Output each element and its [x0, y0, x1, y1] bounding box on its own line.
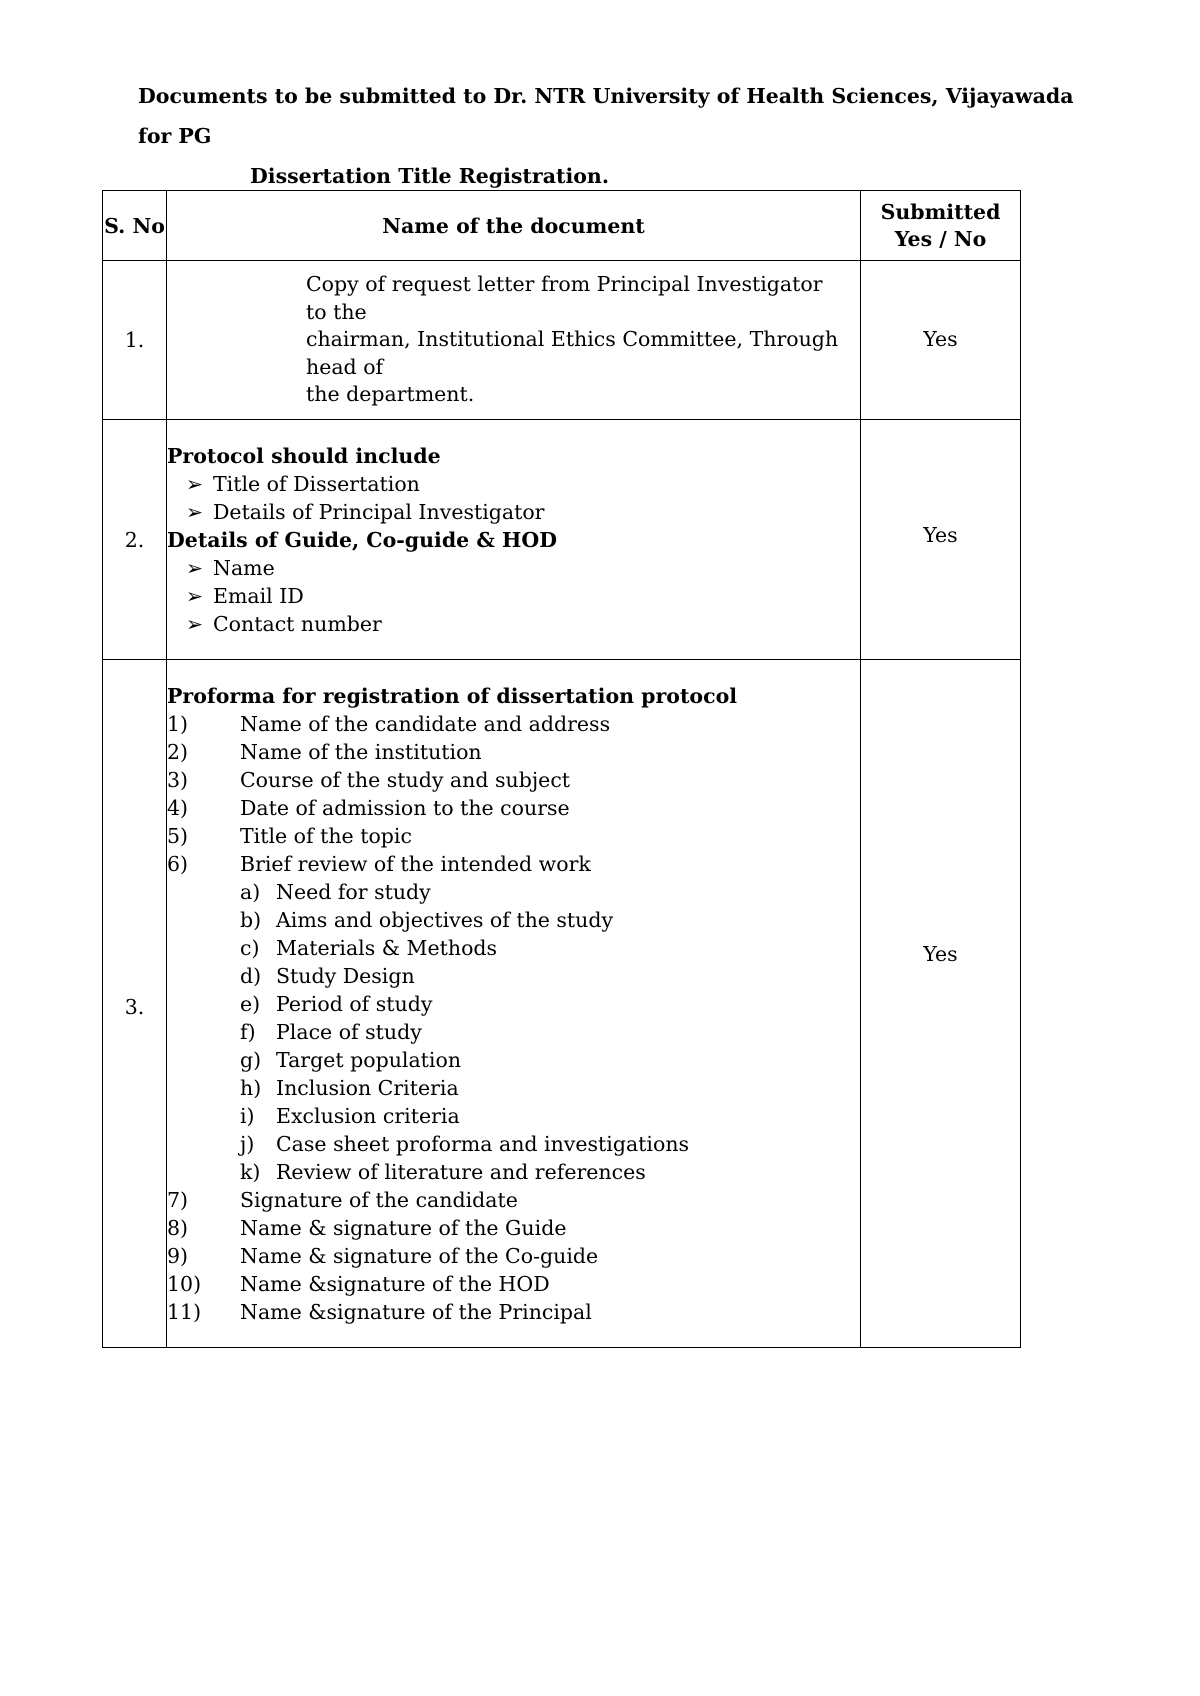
sub-list-item — [167, 990, 860, 1018]
row-text-line: the department. — [306, 382, 475, 407]
sub-list-item-text: Place of study — [276, 1019, 422, 1044]
sub-list-item-text: Materials & Methods — [276, 935, 498, 960]
sub-list-item-letter: a) — [240, 879, 261, 904]
row-document — [167, 420, 861, 660]
list-item-number: 3) — [167, 767, 189, 792]
sub-list-item — [167, 1046, 860, 1074]
list-item-text: Name of the candidate and address — [240, 711, 611, 736]
list-item-number: 8) — [167, 1215, 189, 1240]
list-item — [167, 794, 860, 822]
row-sno: 3. — [103, 660, 167, 1348]
list-item: ➢ Contact number — [167, 610, 860, 638]
list-item — [167, 1298, 860, 1326]
list-item-number: 10) — [167, 1271, 202, 1296]
sub-list-item — [167, 1130, 860, 1158]
sub-list-item — [167, 878, 860, 906]
list-item-text: Signature of the candidate — [240, 1187, 518, 1212]
arrow-bullet-icon: ➢ — [185, 583, 203, 608]
sub-list-item-letter: g) — [240, 1047, 262, 1072]
row-submitted: Yes — [861, 660, 1021, 1348]
list-item-text: Course of the study and subject — [240, 767, 571, 792]
row-sno: 2. — [103, 420, 167, 660]
list-item-number: 4) — [167, 795, 189, 820]
list-item-text: Name &signature of the HOD — [240, 1271, 550, 1296]
row-document — [167, 660, 861, 1348]
sub-list-item — [167, 906, 860, 934]
list-item: ➢ Email ID — [167, 582, 860, 610]
list-item-number: 6) — [167, 851, 189, 876]
list-item — [167, 710, 860, 738]
list-item — [167, 766, 860, 794]
sub-list-item — [167, 1018, 860, 1046]
row-text-line: chairman, Institutional Ethics Committee, Through head of — [306, 327, 839, 379]
page-heading — [138, 76, 1098, 196]
table-row — [103, 420, 1021, 660]
row-sno: 1. — [103, 261, 167, 420]
list-item-text: Brief review of the intended work — [240, 851, 591, 876]
list-item-number: 2) — [167, 739, 189, 764]
arrow-bullet-icon: ➢ — [185, 471, 203, 496]
list-item — [167, 1242, 860, 1270]
sub-list-item — [167, 962, 860, 990]
sub-list-item-text: Target population — [276, 1047, 462, 1072]
row-text-line: Copy of request letter from Principal Investigator to the — [306, 272, 823, 324]
list-item — [167, 738, 860, 766]
sub-list-item-text: Exclusion criteria — [276, 1103, 460, 1128]
list-item-text: Title of the topic — [240, 823, 412, 848]
list-item-number: 9) — [167, 1243, 189, 1268]
row-submitted: Yes — [861, 420, 1021, 660]
sub-list-item-text: Period of study — [276, 991, 433, 1016]
list-item-text: Name &signature of the Principal — [240, 1299, 592, 1324]
list-item — [167, 1270, 860, 1298]
arrow-bullet-icon: ➢ — [185, 611, 203, 636]
sub-list-item-text: Study Design — [276, 963, 415, 988]
heading-line-2: Dissertation Title Registration. — [250, 164, 609, 188]
header-name: Name of the document — [167, 191, 861, 261]
list-item-number: 5) — [167, 823, 189, 848]
list-item-text: Name & signature of the Guide — [240, 1215, 567, 1240]
list-item: ➢ Details of Principal Investigator — [167, 498, 860, 526]
list-item-number: 1) — [167, 711, 189, 736]
table-row — [103, 660, 1021, 1348]
list-item — [167, 1214, 860, 1242]
table-header-row — [103, 191, 1021, 261]
sub-list-item — [167, 1158, 860, 1186]
section-title: Protocol should include — [167, 443, 441, 468]
sub-list-item-letter: d) — [240, 963, 262, 988]
sub-list-item-letter: c) — [240, 935, 260, 960]
list-item-number: 11) — [167, 1299, 202, 1324]
list-item — [167, 822, 860, 850]
header-sno: S. No — [103, 191, 167, 261]
list-item-number: 7) — [167, 1187, 189, 1212]
sub-list-item — [167, 1102, 860, 1130]
sub-list-item-letter: j) — [240, 1131, 255, 1156]
list-item — [167, 850, 860, 878]
sub-list-item-letter: h) — [240, 1075, 262, 1100]
row-document — [167, 261, 861, 420]
sub-list-item-text: Review of literature and references — [276, 1159, 646, 1184]
section-title: Proforma for registration of dissertation protocol — [167, 683, 738, 708]
sub-list-item — [167, 934, 860, 962]
sub-list-item — [167, 1074, 860, 1102]
sub-list-item-letter: k) — [240, 1159, 261, 1184]
list-item: ➢ Title of Dissertation — [167, 470, 860, 498]
sub-list-item-text: Case sheet proforma and investigations — [276, 1131, 690, 1156]
header-submitted — [861, 191, 1021, 261]
table-row — [103, 261, 1021, 420]
sub-list-item-letter: e) — [240, 991, 261, 1016]
arrow-bullet-icon: ➢ — [185, 499, 203, 524]
list-item — [167, 1186, 860, 1214]
sub-list-item-text: Need for study — [276, 879, 431, 904]
header-submitted-line2: Yes / No — [894, 226, 987, 251]
header-submitted-line1: Submitted — [880, 199, 1001, 224]
sub-list-item-text: Inclusion Criteria — [276, 1075, 459, 1100]
list-item-text: Name & signature of the Co-guide — [240, 1243, 599, 1268]
section-title: Details of Guide, Co-guide & HOD — [167, 527, 557, 552]
list-item: ➢ Name — [167, 554, 860, 582]
sub-list-item-text: Aims and objectives of the study — [276, 907, 614, 932]
sub-list-item-letter: f) — [240, 1019, 256, 1044]
heading-line-1: Documents to be submitted to Dr. NTR University of Health Sciences, Vijayawada for PG — [138, 84, 1074, 148]
sub-list-item-letter: i) — [240, 1103, 255, 1128]
list-item-text: Name of the institution — [240, 739, 482, 764]
row-submitted: Yes — [861, 261, 1021, 420]
sub-list-item-letter: b) — [240, 907, 262, 932]
list-item-text: Date of admission to the course — [240, 795, 570, 820]
documents-table — [102, 190, 1021, 1348]
arrow-bullet-icon: ➢ — [185, 555, 203, 580]
